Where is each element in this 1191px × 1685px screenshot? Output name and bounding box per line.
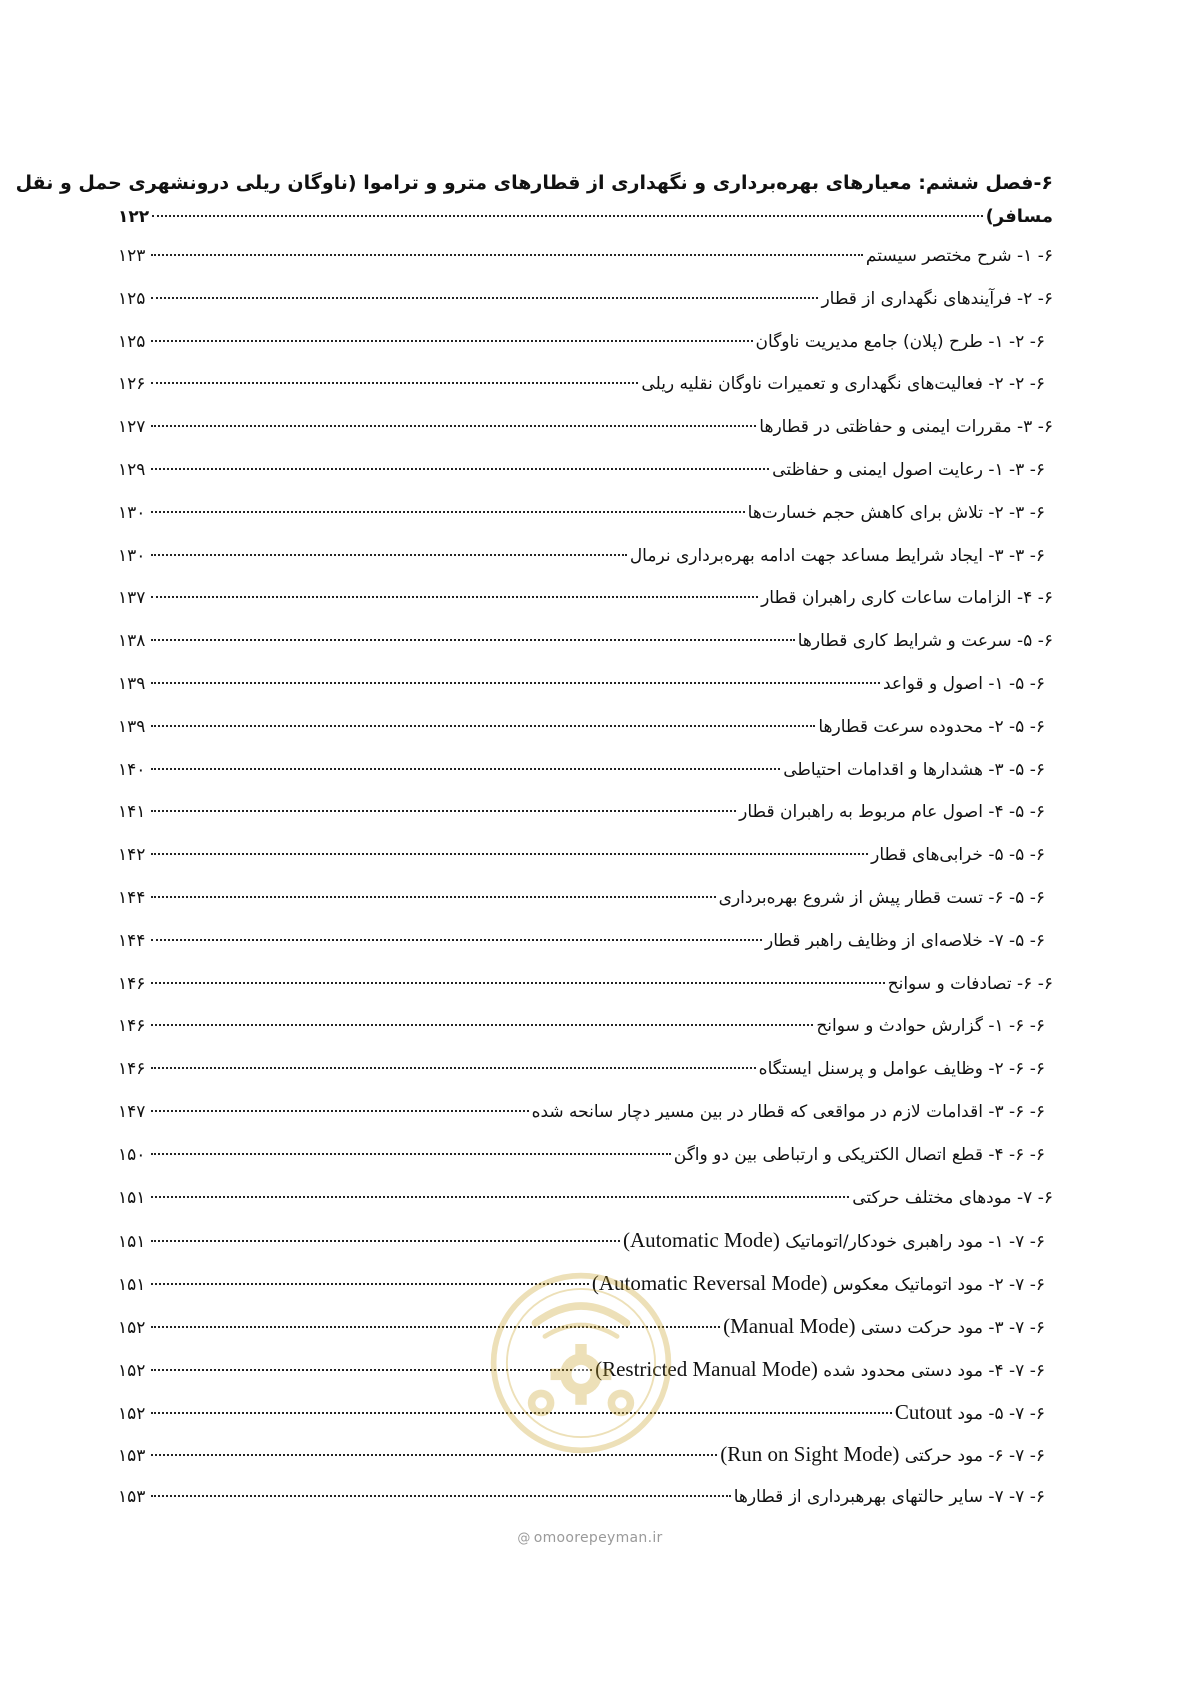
toc-entry-title: ۶- ۷- ۶- مود حرکتی <box>904 1446 1045 1467</box>
toc-entry-page-number: ۱۵۳ <box>118 1446 146 1467</box>
toc-entry-page-number: ۱۴۴ <box>118 887 146 908</box>
toc-entry-page-number: ۱۵۲ <box>118 1317 146 1338</box>
dot-leader <box>151 340 753 342</box>
toc-entry-page-number: ۱۳۷ <box>118 588 146 609</box>
toc-entry-english-title: (Run on Sight Mode) <box>720 1442 900 1467</box>
toc-entry-label <box>595 1348 1045 1393</box>
toc-entry-label <box>734 1476 1045 1519</box>
toc-entry-label <box>883 663 1045 706</box>
toc-entry-title: ۶- ۷- ۱- مود راهبری خودکار/اتوماتیک <box>785 1232 1045 1253</box>
toc-entry-title: ۶- ۶- ۴- قطع اتصال الکتریکی و ارتباطی بین دو واگن <box>673 1144 1045 1165</box>
toc-entry-page-number: ۱۴۱ <box>118 802 146 823</box>
toc-entry-label <box>888 963 1053 1006</box>
dot-leader <box>151 1369 592 1371</box>
toc-entry-page-number: ۱۲۵ <box>118 331 146 352</box>
toc-entry-page-number: ۱۵۱ <box>118 1275 146 1296</box>
toc-entry-page-number: ۱۵۳ <box>118 1487 146 1508</box>
dot-leader <box>151 1240 620 1242</box>
toc-entry-page-number: ۱۲۷ <box>118 417 146 438</box>
toc-entry-page-number: ۱۳۹ <box>118 716 146 737</box>
toc-entry-title: ۶- ۵- سرعت و شرایط کاری قطارها <box>797 631 1053 652</box>
toc-entry[interactable] <box>118 1048 1053 1091</box>
toc-entry[interactable] <box>118 1391 1053 1434</box>
toc-entry-title: ۶- ۷- مودهای مختلف حرکتی <box>852 1187 1053 1208</box>
toc-entry-title: ۶- ۱- شرح مختصر سیستم <box>865 246 1053 266</box>
toc-entry-title: ۶- ۵- ۷- خلاصه‌ای از وظایف راهبر قطار <box>765 930 1045 951</box>
watermark-site <box>490 1530 690 1546</box>
dot-leader <box>151 554 627 556</box>
toc-entry-page-number: ۱۲۳ <box>118 246 146 266</box>
toc-entry-title: ۶- ۵- ۲- محدوده سرعت قطارها <box>818 716 1045 737</box>
dot-leader <box>151 468 769 470</box>
dot-leader <box>151 1454 717 1456</box>
toc-entry-title: ۶- ۶- ۲- وظایف عوامل و پرسنل ایستگاه <box>758 1059 1045 1080</box>
toc-entry-title: ۶- ۶- ۳- اقدامات لازم در مواقعی که قطار در بین مسیر دچار سانحه شده <box>531 1101 1045 1122</box>
toc-entry-title: ۶- ۵- ۴- اصول عام مربوط به راهبران قطار <box>739 802 1045 823</box>
toc-entry[interactable] <box>118 535 1053 578</box>
dot-leader <box>151 982 885 984</box>
toc-entry[interactable] <box>118 1219 1053 1262</box>
toc-entry-label <box>674 1134 1045 1177</box>
toc-entry-title: ۶- ۲- ۲- فعالیت‌های نگهداری و تعمیرات ناوگان نقلیه ریلی <box>641 374 1045 395</box>
toc-entry-label <box>895 1391 1045 1436</box>
toc-entry-title: ۶- ۵- ۳- هشدارها و اقدامات احتیاطی <box>783 759 1045 780</box>
toc-entry[interactable] <box>118 321 1053 364</box>
toc-entry[interactable] <box>118 620 1053 663</box>
toc-entry-page-number: ۱۲۹ <box>118 459 146 480</box>
dot-leader <box>151 939 762 941</box>
toc-entry-title: ۶- ۷- ۲- مود اتوماتیک معکوس <box>832 1275 1045 1296</box>
toc-entry-title: ۶- ۲- فرآیندهای نگهداری از قطار <box>821 288 1053 309</box>
toc-entry[interactable] <box>118 1177 1053 1220</box>
toc-entry-label <box>748 492 1045 535</box>
toc-entry[interactable] <box>118 963 1053 1006</box>
toc-entry-label <box>739 791 1045 834</box>
toc-entry-label <box>821 278 1053 321</box>
dot-leader <box>152 215 982 217</box>
toc-entry-label <box>592 1262 1045 1307</box>
toc-entry-title: ۶- ۲- ۱- طرح (پلان) جامع مدیریت ناوگان <box>755 331 1045 352</box>
dot-leader <box>151 810 736 812</box>
watermark-site-text: omoorepeyman.ir <box>533 1530 663 1546</box>
toc-entry-label <box>783 749 1045 792</box>
toc-entry-label <box>816 1005 1045 1048</box>
toc-entry-page-number: ۱۳۰ <box>118 545 146 566</box>
toc-entry[interactable] <box>118 1433 1053 1476</box>
toc-entry[interactable] <box>118 791 1053 834</box>
toc-entry-title: ۶- ۴- الزامات ساعات کاری راهبران قطار <box>761 588 1053 609</box>
toc-entry-page-number: ۱۵۱ <box>118 1232 146 1253</box>
toc-entry-page-number: ۱۳۰ <box>118 502 146 523</box>
toc-entry-title: ۶- ۵- ۵- خرابی‌های قطار <box>871 845 1045 866</box>
toc-entry-label <box>772 449 1045 492</box>
toc-entry-page-number: ۱۴۴ <box>118 930 146 951</box>
toc-entry-label <box>623 1219 1045 1264</box>
dot-leader <box>151 1110 529 1112</box>
toc-entry-page-number: ۱۴۷ <box>118 1101 146 1122</box>
dot-leader <box>151 896 716 898</box>
toc-entry-label <box>759 406 1053 449</box>
toc-entry-page-number: ۱۴۶ <box>118 973 146 994</box>
toc-entry[interactable] <box>118 877 1053 920</box>
toc-entry-title: ۶- ۳- ۲- تلاش برای کاهش حجم خسارت‌ها <box>747 502 1045 523</box>
toc-entry-title: ۶- ۷- ۵- مود <box>957 1403 1045 1424</box>
toc-entry[interactable] <box>118 1476 1053 1519</box>
toc-entry[interactable] <box>118 1091 1053 1134</box>
chapter-title: ۶-فصل ششم: معیارهای بهره‌برداری و نگهداری از قطارهای مترو و تراموا (ناوگان ریلی درونشهری حمل و نقل <box>15 172 1053 194</box>
toc-entry-label <box>630 535 1045 578</box>
toc-entry-english-title: (Manual Mode) <box>723 1313 856 1338</box>
dot-leader <box>151 1412 892 1414</box>
toc-entry[interactable] <box>118 492 1053 535</box>
dot-leader <box>151 297 818 299</box>
toc-entry-page-number: ۱۴۶ <box>118 1059 146 1080</box>
toc-entry-label <box>866 235 1053 278</box>
toc-entry-label <box>871 834 1045 877</box>
dot-leader <box>151 1495 731 1497</box>
toc-entry[interactable] <box>118 363 1053 406</box>
dot-leader <box>151 1283 589 1285</box>
toc-entry-title: ۶- ۵- ۱- اصول و قواعد <box>882 673 1045 694</box>
chapter-page-number: ۱۲۲ <box>118 207 150 227</box>
at-icon: @ <box>517 1531 531 1546</box>
dot-leader <box>151 382 638 384</box>
toc-entry[interactable] <box>118 235 1053 278</box>
toc-entry[interactable] <box>118 1134 1053 1177</box>
toc-entry-english-title: (Restricted Manual Mode) <box>595 1356 818 1381</box>
toc-entry-label <box>719 877 1045 920</box>
toc-entry-title: ۶- ۶- تصادفات و سوانح <box>887 973 1053 994</box>
toc-entry[interactable] <box>118 1262 1053 1305</box>
toc-entry-label <box>765 920 1045 963</box>
dot-leader <box>151 768 780 770</box>
toc-entry-page-number: ۱۴۰ <box>118 759 146 780</box>
dot-leader <box>151 1067 756 1069</box>
toc-entry-label <box>532 1091 1045 1134</box>
toc-entry[interactable] <box>118 920 1053 963</box>
toc-entry-label <box>798 620 1053 663</box>
toc-entry-page-number: ۱۵۲ <box>118 1360 146 1381</box>
toc-entry-title: ۶- ۳- مقررات ایمنی و حفاظتی در قطارها <box>759 417 1053 438</box>
toc-entry-page-number: ۱۵۰ <box>118 1144 146 1165</box>
dot-leader <box>151 853 868 855</box>
dot-leader <box>151 682 880 684</box>
toc-entry-title: ۶- ۳- ۱- رعایت اصول ایمنی و حفاظتی <box>772 459 1045 480</box>
toc-entry-label <box>852 1177 1053 1220</box>
toc-entry-title: ۶- ۷- ۷- سایر حالتهای بهرهبرداری از قطارها <box>733 1487 1045 1508</box>
toc-entry[interactable] <box>118 1005 1053 1048</box>
toc-entry-label <box>720 1433 1045 1478</box>
toc-entry-page-number: ۱۴۶ <box>118 1016 146 1037</box>
dot-leader <box>151 1196 849 1198</box>
chapter-title-row[interactable] <box>118 199 1053 235</box>
dot-leader <box>151 254 863 256</box>
toc-entry-english-title: (Automatic Mode) <box>623 1228 780 1253</box>
toc-entry[interactable] <box>118 577 1053 620</box>
toc-entries <box>118 235 1053 1519</box>
toc-entry[interactable] <box>118 749 1053 792</box>
toc-entry-title: ۶- ۵- ۶- تست قطار پیش از شروع بهره‌برداری <box>718 887 1045 908</box>
toc-entry-english-title: Cutout <box>894 1399 953 1424</box>
toc-entry-page-number: ۱۵۱ <box>118 1187 146 1208</box>
toc-entry-page-number: ۱۳۹ <box>118 673 146 694</box>
toc-entry[interactable] <box>118 834 1053 877</box>
toc-entry-label <box>761 577 1053 620</box>
table-of-contents <box>15 168 1053 1519</box>
toc-entry-page-number: ۱۲۶ <box>118 374 146 395</box>
toc-entry-label <box>759 1048 1045 1091</box>
toc-entry-title: ۶- ۷- ۳- مود حرکت دستی <box>860 1317 1045 1338</box>
toc-entry[interactable] <box>118 706 1053 749</box>
dot-leader <box>151 511 745 513</box>
toc-entry[interactable] <box>118 449 1053 492</box>
dot-leader <box>151 725 815 727</box>
toc-entry-page-number: ۱۵۲ <box>118 1403 146 1424</box>
dot-leader <box>151 596 758 598</box>
toc-entry-title: ۶- ۷- ۴- مود دستی محدود شده <box>823 1360 1045 1381</box>
dot-leader <box>151 425 756 427</box>
toc-entry[interactable] <box>118 278 1053 321</box>
toc-entry-label <box>756 321 1045 364</box>
dot-leader <box>151 1153 671 1155</box>
toc-entry-page-number: ۱۴۲ <box>118 845 146 866</box>
toc-entry-page-number: ۱۲۵ <box>118 288 146 309</box>
dot-leader <box>151 1024 813 1026</box>
dot-leader <box>151 639 795 641</box>
dot-leader <box>151 1326 720 1328</box>
toc-entry-page-number: ۱۳۸ <box>118 631 146 652</box>
toc-entry-english-title: (Automatic Reversal Mode) <box>591 1271 828 1296</box>
toc-entry[interactable] <box>118 406 1053 449</box>
toc-entry-label <box>723 1305 1045 1350</box>
toc-entry[interactable] <box>118 1348 1053 1391</box>
toc-entry-label <box>641 363 1045 406</box>
toc-entry[interactable] <box>118 1305 1053 1348</box>
toc-entry-title: ۶- ۳- ۳- ایجاد شرایط مساعد جهت ادامه بهره‌برداری نرمال <box>629 545 1045 566</box>
toc-entry-title: ۶- ۶- ۱- گزارش حوادث و سوانح <box>816 1016 1045 1037</box>
toc-entry-label <box>818 706 1045 749</box>
chapter-title-continuation: مسافر) <box>985 206 1053 227</box>
toc-entry[interactable] <box>118 663 1053 706</box>
